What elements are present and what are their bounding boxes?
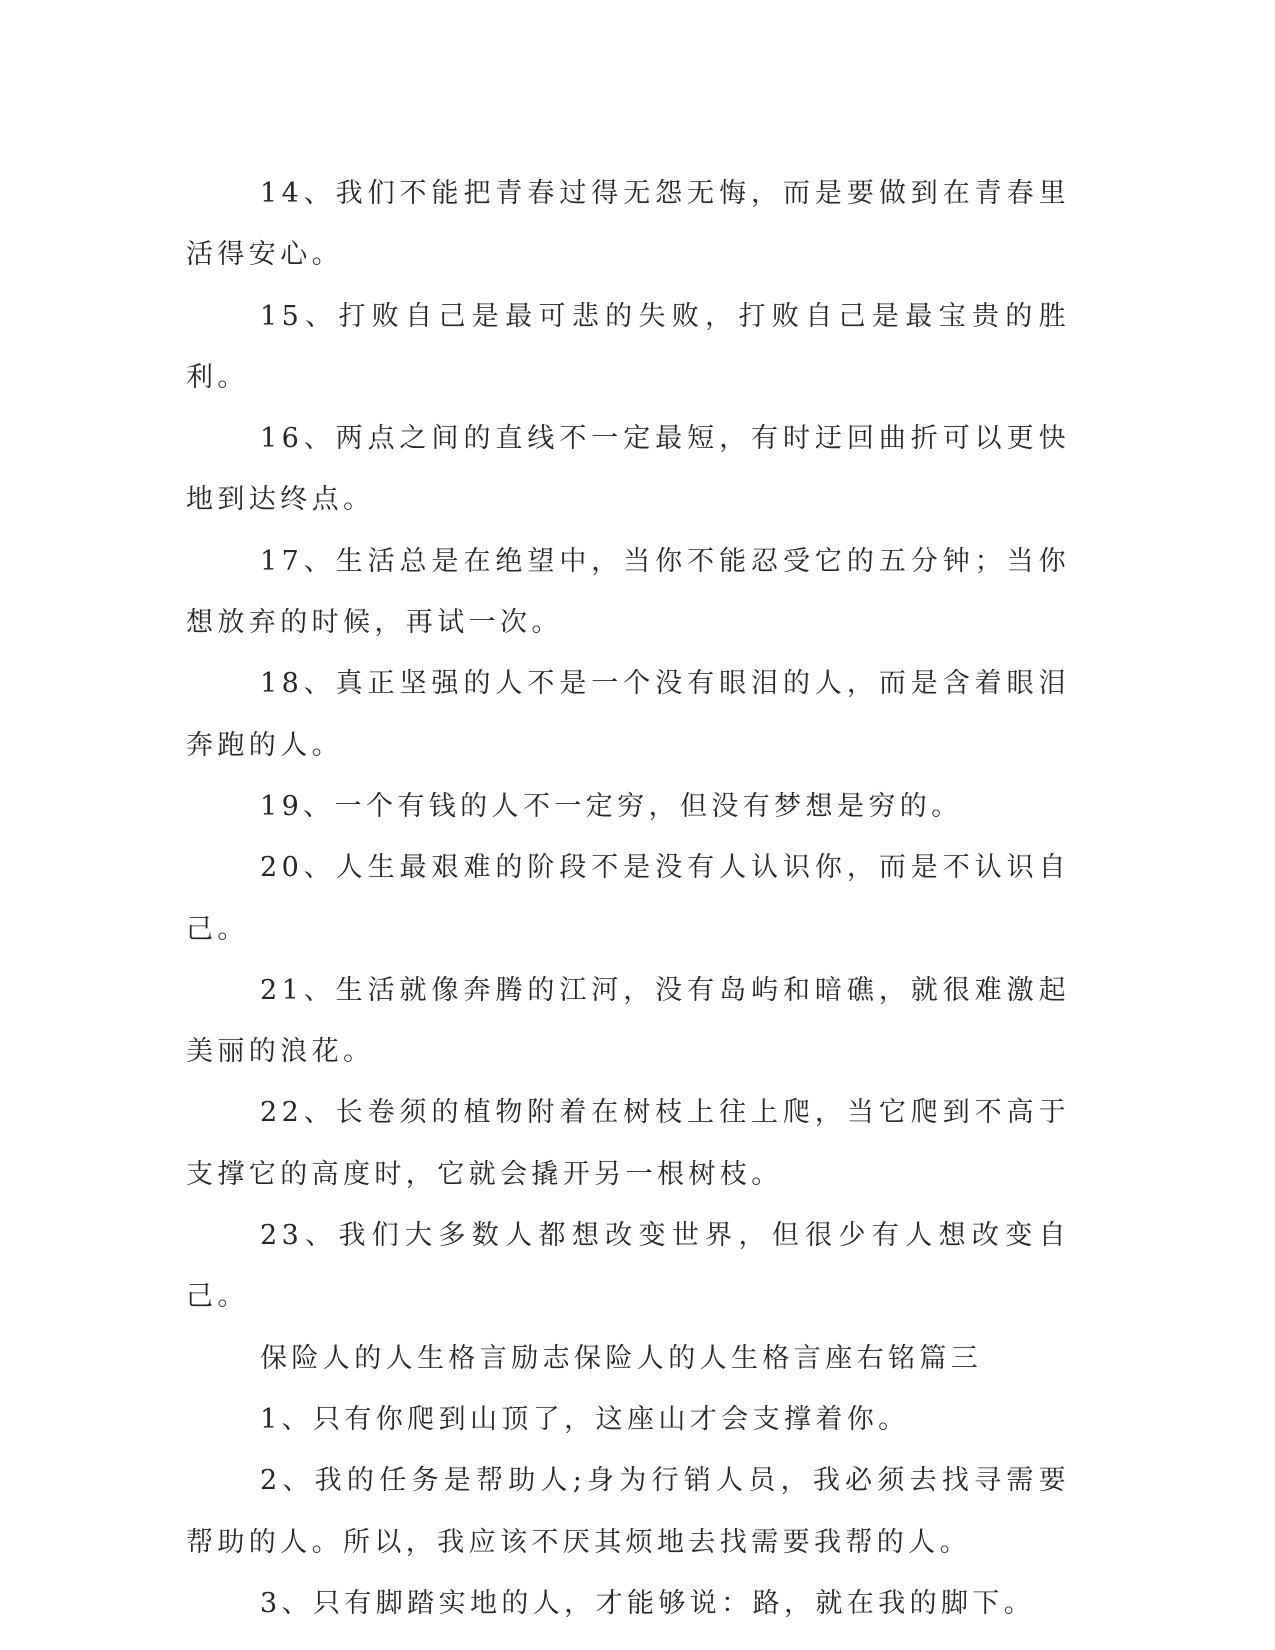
paragraph-17: 17、生活总是在绝望中，当你不能忍受它的五分钟；当你想放弃的时候，再试一次。 bbox=[186, 545, 1070, 639]
document-body bbox=[186, 163, 1070, 1634]
paragraph-3: 3、只有脚踏实地的人，才能够说：路，就在我的脚下。 bbox=[260, 1587, 1036, 1619]
paragraph-20: 20、人生最艰难的阶段不是没有人认识你，而是不认识自己。 bbox=[186, 852, 1070, 945]
paragraph-22: 22、长卷须的植物附着在树枝上往上爬，当它爬到不高于支撑它的高度时，它就会撬开另一根树枝。 bbox=[186, 1097, 1070, 1190]
section-heading: 保险人的人生格言励志保险人的人生格言座右铭篇三 bbox=[260, 1342, 983, 1374]
paragraph-16: 16、两点之间的直线不一定最短，有时迂回曲折可以更快地到达终点。 bbox=[186, 423, 1070, 516]
paragraph-14: 14、我们不能把青春过得无怨无悔，而是要做到在青春里活得安心。 bbox=[186, 178, 1070, 271]
paragraph-2: 2、我的任务是帮助人;身为行销人员，我必须去找寻需要帮助的人。所以，我应该不厌其烦地去找需要我帮的人。 bbox=[186, 1465, 1070, 1558]
paragraph-1: 1、只有你爬到山顶了，这座山才会支撑着你。 bbox=[260, 1403, 910, 1435]
paragraph-15: 15、打败自己是最可悲的失败，打败自己是最宝贵的胜利。 bbox=[186, 300, 1070, 393]
paragraph-18: 18、真正坚强的人不是一个没有眼泪的人，而是含着眼泪奔跑的人。 bbox=[186, 668, 1070, 761]
paragraph-21: 21、生活就像奔腾的江河，没有岛屿和暗礁，就很难激起美丽的浪花。 bbox=[186, 974, 1070, 1068]
paragraph-23: 23、我们大多数人都想改变世界，但很少有人想改变自己。 bbox=[186, 1220, 1070, 1313]
paragraph-19: 19、一个有钱的人不一定穷，但没有梦想是穷的。 bbox=[260, 790, 963, 822]
